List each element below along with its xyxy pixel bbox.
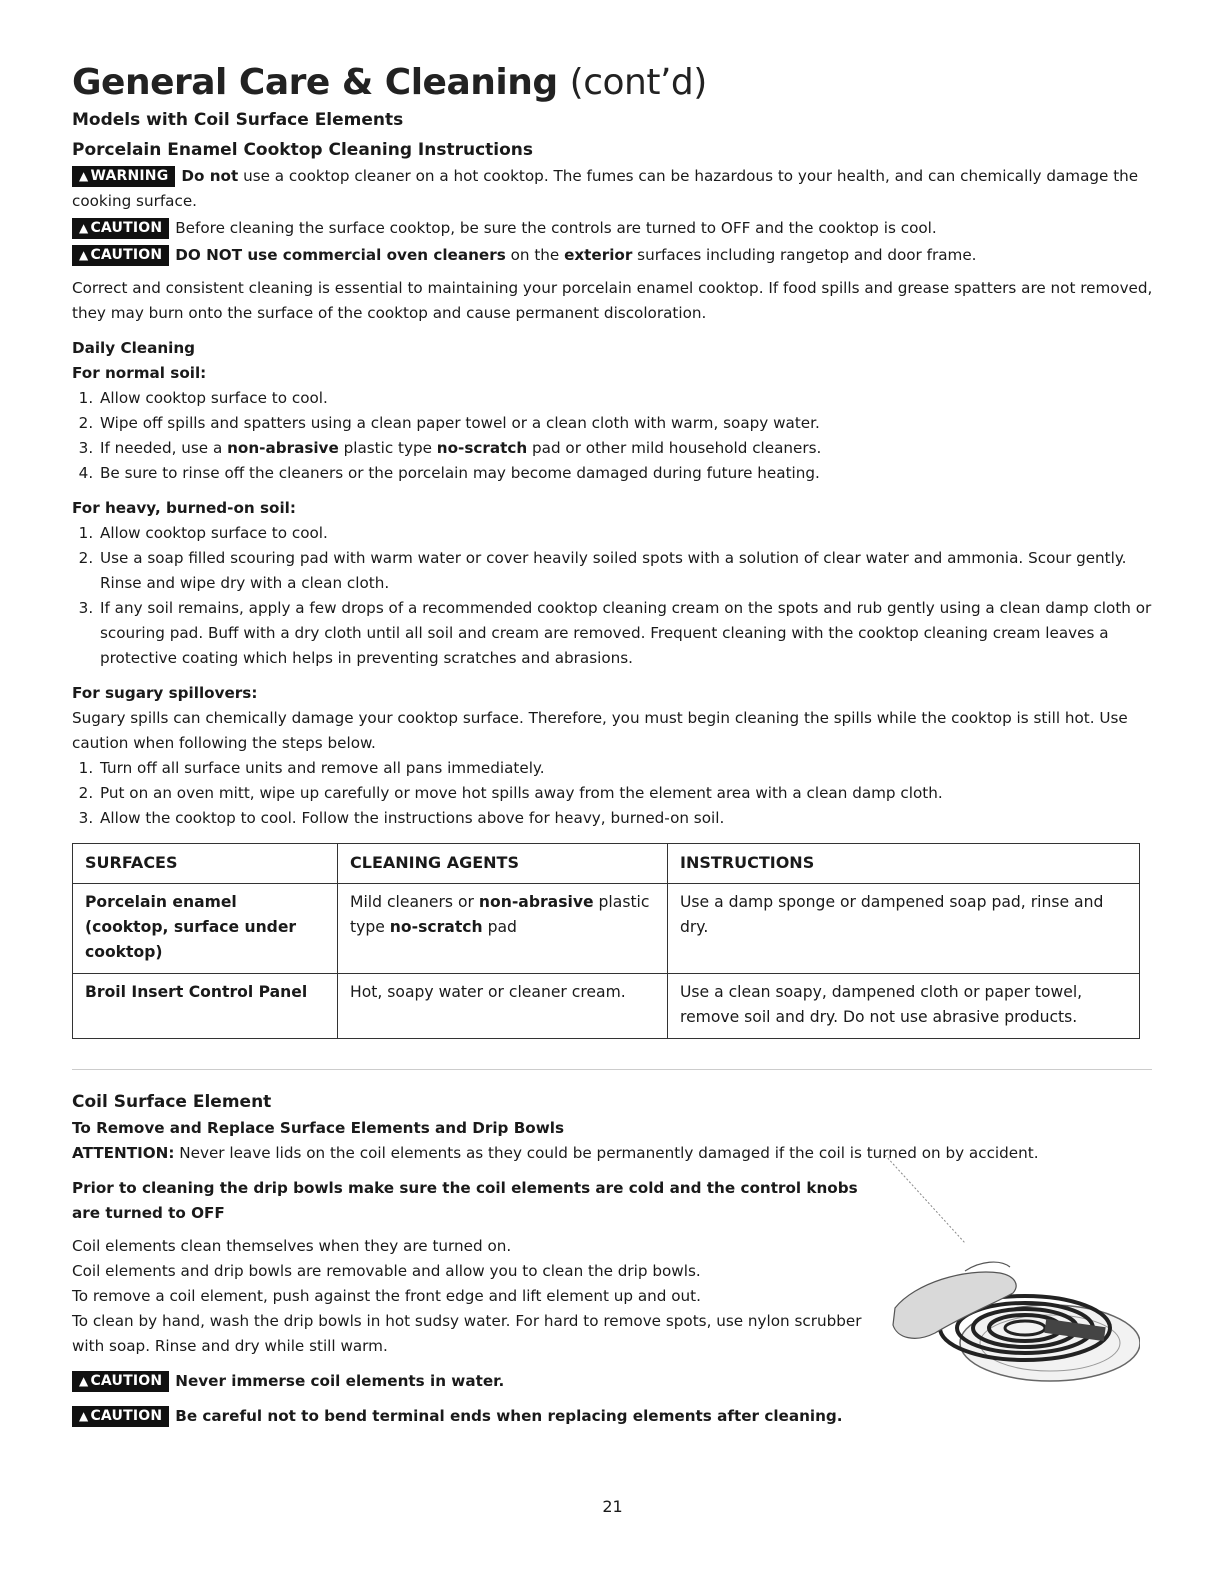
cell-text: Mild cleaners or: [350, 893, 479, 911]
caution-bold-text: DO NOT use commercial oven cleaners: [175, 246, 506, 264]
list-item: 3. If any soil remains, apply a few drops of a recommended cooktop cleaning cream on the spots and rub gently using a clean damp cloth or scouring pad. Buff with a dry cloth until all soil and cream are removed. Frequent cleaning with the cooktop cleaning cream leaves a protective coating which helps in preventing scratches and abrasions.: [98, 596, 1155, 671]
coil-line: To clean by hand, wash the drip bowls in hot sudsy water. For hard to remove spots, use nylon scrubber with soap. Rinse and dry while still warm.: [72, 1312, 862, 1355]
list-item: 1. Turn off all surface units and remove all pans immediately.: [98, 756, 1155, 781]
caution-badge-label: CAUTION: [90, 1373, 163, 1389]
table-cell-surface: Porcelain enamel (cooktop, surface under cooktop): [73, 884, 338, 974]
caution-badge: [72, 1406, 169, 1427]
title-text: General Care & Cleaning: [72, 62, 558, 103]
caution-bold-text: exterior: [564, 246, 633, 264]
list-item: 1. Allow cooktop surface to cool.: [98, 521, 1155, 546]
caution-badge-label: CAUTION: [90, 1408, 163, 1424]
table-cell-instructions: Use a damp sponge or dampened soap pad, rinse and dry.: [668, 884, 1140, 974]
list-text: pad or other mild household cleaners.: [527, 439, 822, 457]
warning-text: use a cooktop cleaner on a hot cooktop. The fumes can be hazardous to your health, and can chemically damage the cooking surface.: [72, 167, 1139, 210]
attention-label: ATTENTION:: [72, 1144, 175, 1162]
coil-element-illustration: [815, 1143, 1140, 1388]
caution-bold-text: Never immerse coil elements in water.: [175, 1372, 505, 1390]
warning-alert: [72, 164, 1155, 214]
cell-bold-text: non-abrasive: [478, 893, 594, 911]
heavy-soil-list: [72, 521, 1155, 671]
table-cell-agent: [338, 884, 668, 974]
table-header-row: [73, 844, 1140, 884]
cell-text: plastic type: [350, 893, 650, 936]
caution-badge: [72, 245, 169, 266]
heavy-soil-heading: For heavy, burned-on soil:: [72, 499, 296, 517]
coil-line: Coil elements clean themselves when they are turned on.: [72, 1237, 512, 1255]
list-text: If needed, use a: [100, 439, 228, 457]
table-cell-surface: Broil Insert Control Panel: [73, 974, 338, 1039]
sugary-spills-heading: For sugary spillovers:: [72, 684, 258, 702]
warning-bold-text: Do not: [181, 167, 239, 185]
table-header: SURFACES: [73, 844, 338, 884]
caution-triangle-icon: ▲: [79, 221, 89, 235]
page-number: 21: [602, 1497, 623, 1516]
table-cell-instructions: Use a clean soapy, dampened cloth or paper towel, remove soil and dry. Do not use abrasive products.: [668, 974, 1140, 1039]
caution-alert-2: [72, 243, 1155, 268]
list-item: [98, 436, 1155, 461]
attention-text: Never leave lids on the coil elements as they could be permanently damaged if the coil is turned on by accident.: [174, 1144, 1039, 1162]
normal-soil-heading: For normal soil:: [72, 364, 207, 382]
intro-paragraph: Correct and consistent cleaning is essential to maintaining your porcelain enamel cooktop. If food spills and grease spatters are not removed, they may burn onto the surface of the cooktop and cause permanent discoloration.: [72, 279, 1153, 322]
warning-badge-label: WARNING: [90, 168, 169, 184]
caution-text: surfaces including rangetop and door frame.: [632, 246, 977, 264]
table-row: [73, 884, 1140, 974]
caution-bold-text: Be careful not to bend terminal ends when replacing elements after cleaning.: [175, 1407, 843, 1425]
list-text: plastic type: [338, 439, 437, 457]
sugary-intro: Sugary spills can chemically damage your cooktop surface. Therefore, you must begin cleaning the spills while the cooktop is still hot. Use caution when following the steps below.: [72, 709, 1128, 752]
caution-badge-label: CAUTION: [90, 247, 163, 263]
sugary-list: [72, 756, 1155, 831]
caution-triangle-icon: ▲: [79, 248, 89, 262]
list-bold-text: no-scratch: [436, 439, 528, 457]
table-row: [73, 974, 1140, 1039]
caution-alert-1: [72, 216, 1155, 241]
caution-text: Before cleaning the surface cooktop, be sure the controls are turned to OFF and the cooktop is cool.: [175, 219, 937, 237]
title-suffix: (cont’d): [569, 62, 707, 103]
models-subtitle: Models with Coil Surface Elements: [72, 110, 404, 130]
caution-triangle-icon: ▲: [79, 1409, 89, 1423]
caution-badge: [72, 1371, 169, 1392]
table-header: INSTRUCTIONS: [668, 844, 1140, 884]
caution-badge: [72, 218, 169, 239]
coil-instructions: [72, 1234, 882, 1359]
warning-triangle-icon: ▲: [79, 169, 89, 183]
caution-badge-label: CAUTION: [90, 220, 163, 236]
table-cell-agent: Hot, soapy water or cleaner cream.: [338, 974, 668, 1039]
table-header: CLEANING AGENTS: [338, 844, 668, 884]
normal-soil-list: [72, 386, 1155, 486]
caution-text: on the: [505, 246, 565, 264]
page-title: [72, 62, 1155, 104]
list-item: 4. Be sure to rinse off the cleaners or the porcelain may become damaged during future heating.: [98, 461, 1155, 486]
section-divider: [72, 1069, 1152, 1070]
caution-triangle-icon: ▲: [79, 1374, 89, 1388]
list-bold-text: non-abrasive: [227, 439, 339, 457]
cleaning-table: [72, 843, 1140, 1039]
warning-badge: [72, 166, 175, 187]
prior-cleaning-note: Prior to cleaning the drip bowls make sure the coil elements are cold and the control knobs are turned to OFF: [72, 1179, 858, 1222]
list-item: 2. Put on an oven mitt, wipe up carefully or move hot spills away from the element area with a clean damp cloth.: [98, 781, 1155, 806]
daily-cleaning-heading: Daily Cleaning: [72, 339, 196, 357]
list-item: 3. Allow the cooktop to cool. Follow the instructions above for heavy, burned-on soil.: [98, 806, 1155, 831]
list-item: 2. Wipe off spills and spatters using a clean paper towel or a clean cloth with warm, soapy water.: [98, 411, 1155, 436]
coil-subheading: To Remove and Replace Surface Elements and Drip Bowls: [72, 1119, 564, 1137]
cell-bold-text: no-scratch: [389, 918, 483, 936]
section-title: Porcelain Enamel Cooktop Cleaning Instructions: [72, 140, 534, 160]
cell-text: pad: [482, 918, 517, 936]
list-item: 2. Use a soap filled scouring pad with warm water or cover heavily soiled spots with a solution of clear water and ammonia. Scour gently. Rinse and wipe dry with a clean cloth.: [98, 546, 1155, 596]
coil-line: Coil elements and drip bowls are removable and allow you to clean the drip bowls.: [72, 1262, 701, 1280]
coil-element-drawing: [815, 1143, 1140, 1388]
list-item: 1. Allow cooktop surface to cool.: [98, 386, 1155, 411]
caution-alert-4: [72, 1404, 1155, 1429]
coil-line: To remove a coil element, push against the front edge and lift element up and out.: [72, 1287, 701, 1305]
coil-heading: Coil Surface Element: [72, 1092, 272, 1112]
